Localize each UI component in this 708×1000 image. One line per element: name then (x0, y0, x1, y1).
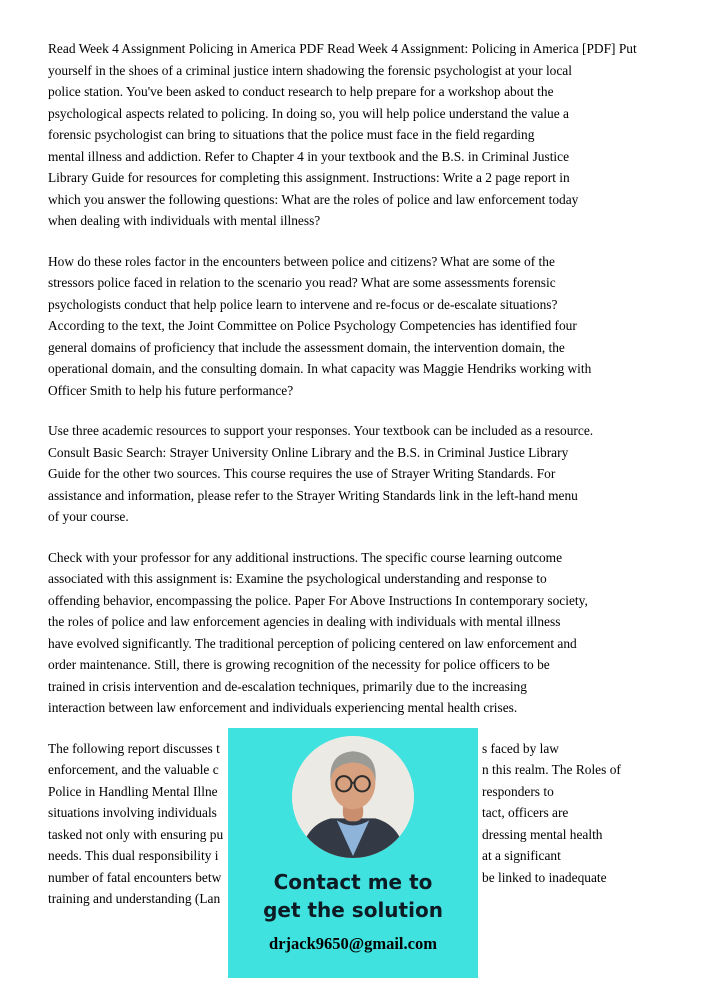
text-line: assistance and information, please refer to the Strayer Writing Standards link in the left-hand menu (48, 487, 578, 503)
text-line: of your course. (48, 509, 129, 524)
text-line: forensic psychologist can bring to situations that the police must face in the field regarding (48, 127, 535, 142)
text-line: police station. You've been asked to conduct research to help prepare for a workshop about the (48, 84, 554, 99)
text-fragment-left: needs. This dual responsibility i (48, 848, 219, 863)
text-fragment-left: number of fatal encounters betw (48, 869, 222, 885)
text-line: Guide for the other two sources. This course requires the use of Strayer Writing Standards. For (48, 466, 556, 481)
contact-ad-overlay (228, 728, 478, 978)
text-line: Read Week 4 Assignment Policing in America PDF Read Week 4 Assignment: Policing in America [PDF] Put (48, 41, 637, 56)
text-line: Consult Basic Search: Strayer University Online Library and the B.S. in Criminal Justice Library (48, 444, 569, 460)
text-line: Officer Smith to help his future performance? (48, 382, 294, 398)
paragraph-3 (48, 420, 664, 528)
text-line: psychologists conduct that help police learn to intervene and re-focus or de-escalate situations? (48, 296, 558, 312)
text-line: mental illness and addiction. Refer to Chapter 4 in your textbook and the B.S. in Criminal Justice (48, 148, 570, 164)
text-line: associated with this assignment is: Examine the psychological understanding and response to (48, 571, 547, 586)
text-fragment-right: n this realm. The Roles of (482, 762, 621, 777)
text-fragment-right: s faced by law (482, 740, 559, 756)
text-fragment-left: tasked not only with ensuring pu (48, 826, 224, 842)
text-line: Check with your professor for any additional instructions. The specific course learning outcome (48, 549, 563, 565)
text-fragment-right: dressing mental health (482, 826, 603, 842)
text-line: offending behavior, encompassing the police. Paper For Above Instructions In contemporary society, (48, 592, 588, 608)
text-fragment-right: tact, officers are (482, 805, 569, 820)
paragraph-2 (48, 251, 664, 402)
text-line: operational domain, and the consulting domain. In what capacity was Maggie Hendriks working with (48, 361, 592, 376)
text-fragment-left: Police in Handling Mental Illne (48, 783, 218, 799)
text-line: stressors police faced in relation to the scenario you read? What are some assessments forensic (48, 275, 556, 290)
elderly-man-with-glasses-photo (292, 736, 414, 858)
text-fragment-left: The following report discusses t (48, 740, 220, 756)
text-line: According to the text, the Joint Committee on Police Psychology Competencies has identified four (48, 318, 577, 333)
text-line: the roles of police and law enforcement agencies in dealing with individuals with mental illness (48, 614, 561, 629)
text-line: when dealing with individuals with mental illness? (48, 213, 321, 228)
text-fragment-left: situations involving individuals (48, 805, 217, 820)
paragraph-1 (48, 38, 664, 232)
text-line: yourself in the shoes of a criminal justice intern shadowing the forensic psychologist at your local (48, 62, 572, 78)
text-fragment-right: responders to (482, 783, 554, 799)
text-line: which you answer the following questions: What are the roles of police and law enforcement today (48, 191, 579, 207)
text-line: Library Guide for resources for completing this assignment. Instructions: Write a 2 page report in (48, 170, 570, 185)
text-fragment-right: be linked to inadequate (482, 869, 607, 885)
text-line: general domains of proficiency that include the assessment domain, the intervention domain, the (48, 339, 565, 355)
text-line: interaction between law enforcement and individuals experiencing mental health crises. (48, 700, 518, 715)
text-line: How do these roles factor in the encounters between police and citizens? What are some of the (48, 253, 555, 269)
profile-photo (292, 736, 414, 858)
contact-text-line-2: get the solution (263, 898, 443, 922)
text-line: Use three academic resources to support your responses. Your textbook can be included as a resource. (48, 423, 594, 438)
contact-email: drjack9650@gmail.com (269, 934, 437, 953)
text-line: psychological aspects related to policing. In doing so, you will help police understand the value a (48, 105, 569, 121)
contact-text-line-1: Contact me to (273, 870, 433, 894)
text-line: have evolved significantly. The traditional perception of policing centered on law enforcement and (48, 635, 577, 651)
text-fragment-right: at a significant (482, 848, 561, 863)
text-fragment-left: training and understanding (Lan (48, 891, 221, 906)
text-line: trained in crisis intervention and de-escalation techniques, primarily due to the increasing (48, 678, 527, 694)
text-fragment-left: enforcement, and the valuable c (48, 762, 219, 777)
text-line: order maintenance. Still, there is growing recognition of the necessity for police officers to be (48, 657, 550, 672)
paragraph-4 (48, 547, 664, 719)
